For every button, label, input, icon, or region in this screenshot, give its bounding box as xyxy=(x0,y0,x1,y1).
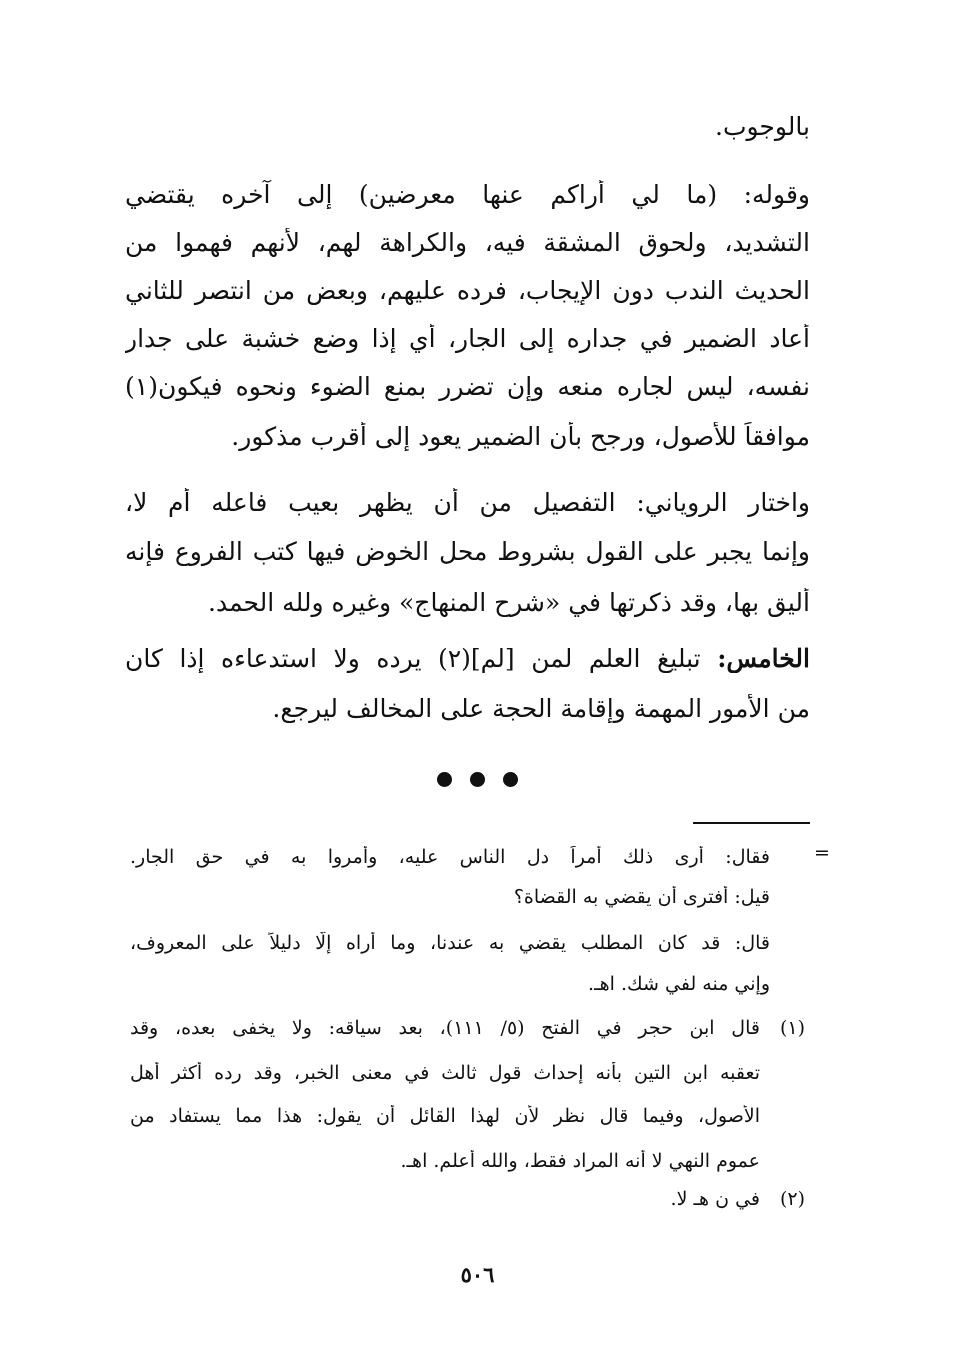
page-number: ٥٠٦ xyxy=(460,1262,495,1287)
footnote-continuation-line-4: وإني منه لفي شك. اهـ. xyxy=(588,973,770,995)
paragraph-1-line-3: الحديث الندب دون الإيجاب، فرده عليهم، وبعض من انتصر للثاني xyxy=(125,276,810,305)
footnote-1-line-4: عموم النهي لا أنه المراد فقط، والله أعلم. اهـ. xyxy=(400,1150,760,1172)
paragraph-3-line-2: من الأمور المهمة وإقامة الحجة على المخالف ليرجع. xyxy=(272,694,810,723)
paragraph-3-line-1-text: تبليغ العلم لمن [لم](٢) يرده ولا استدعاءه إذا كان xyxy=(125,644,701,673)
paragraph-2-line-2: وإنما يجبر على القول بشروط محل الخوض فيها كتب الفروع فإنه xyxy=(125,537,810,566)
paragraph-3-line-1 xyxy=(125,644,810,673)
section-heading-fifth: الخامس: xyxy=(717,644,810,673)
footnote-1-line-1: قال ابن حجر في الفتح (٥/ ١١١)، بعد سياقه: ولا يخفى بعده، وقد xyxy=(130,1017,760,1039)
footnote-rule xyxy=(693,822,810,824)
footnote-2-line: في ن هـ لا. xyxy=(670,1188,760,1210)
footnote-continuation-line-2: قيل: أفترى أن يقضي به القضاة؟ xyxy=(513,886,770,908)
paragraph-1-line-2: التشديد، ولحوق المشقة فيه، والكراهة لهم، لأنهم فهموا من xyxy=(125,228,810,257)
footnote-continuation-line-3: قال: قد كان المطلب يقضي به عندنا، وما أراه إلّا دليلاً على المعروف، xyxy=(130,932,770,954)
separator-dot xyxy=(470,772,485,787)
paragraph-1-line-5: نفسه، ليس لجاره منعه وإن تضرر بمنع الضوء ونحوه فيكون(١) xyxy=(125,372,810,401)
opening-line: بالوجوب. xyxy=(715,112,810,141)
footnote-continuation-marker: = xyxy=(814,842,830,864)
paragraph-1-line-4: أعاد الضمير في جداره إلى الجار، أي إذا وضع خشبة على جدار xyxy=(125,324,810,353)
footnote-1-marker: (١) xyxy=(780,1017,806,1039)
paragraph-2-line-3: أليق بها، وقد ذكرتها في «شرح المنهاج» وغيره ولله الحمد. xyxy=(208,588,810,617)
footnote-1-line-2: تعقبه ابن التين بأنه إحداث قول ثالث في معنى الخبر، وقد رده أكثر أهل xyxy=(130,1062,760,1084)
section-separator xyxy=(0,772,955,791)
footnote-continuation-line-1: فقال: أرى ذلك أمراً دل الناس عليه، وأمروا به في حق الجار. xyxy=(130,846,770,868)
footnote-1-line-3: الأصول، وفيما قال نظر لأن لهذا القائل أن يقول: هذا مما يستفاد من xyxy=(130,1105,760,1127)
paragraph-1-line-1: وقوله: (ما لي أراكم عنها معرضين) إلى آخره يقتضي xyxy=(125,180,810,209)
paragraph-1-line-6: موافقاً للأصول، ورجح بأن الضمير يعود إلى أقرب مذكور. xyxy=(231,422,810,451)
separator-dot xyxy=(503,772,518,787)
separator-dot xyxy=(437,772,452,787)
paragraph-2-line-1: واختار الروياني: التفصيل من أن يظهر بعيب فاعله أم لا، xyxy=(125,488,810,517)
footnote-2-marker: (٢) xyxy=(780,1188,806,1210)
